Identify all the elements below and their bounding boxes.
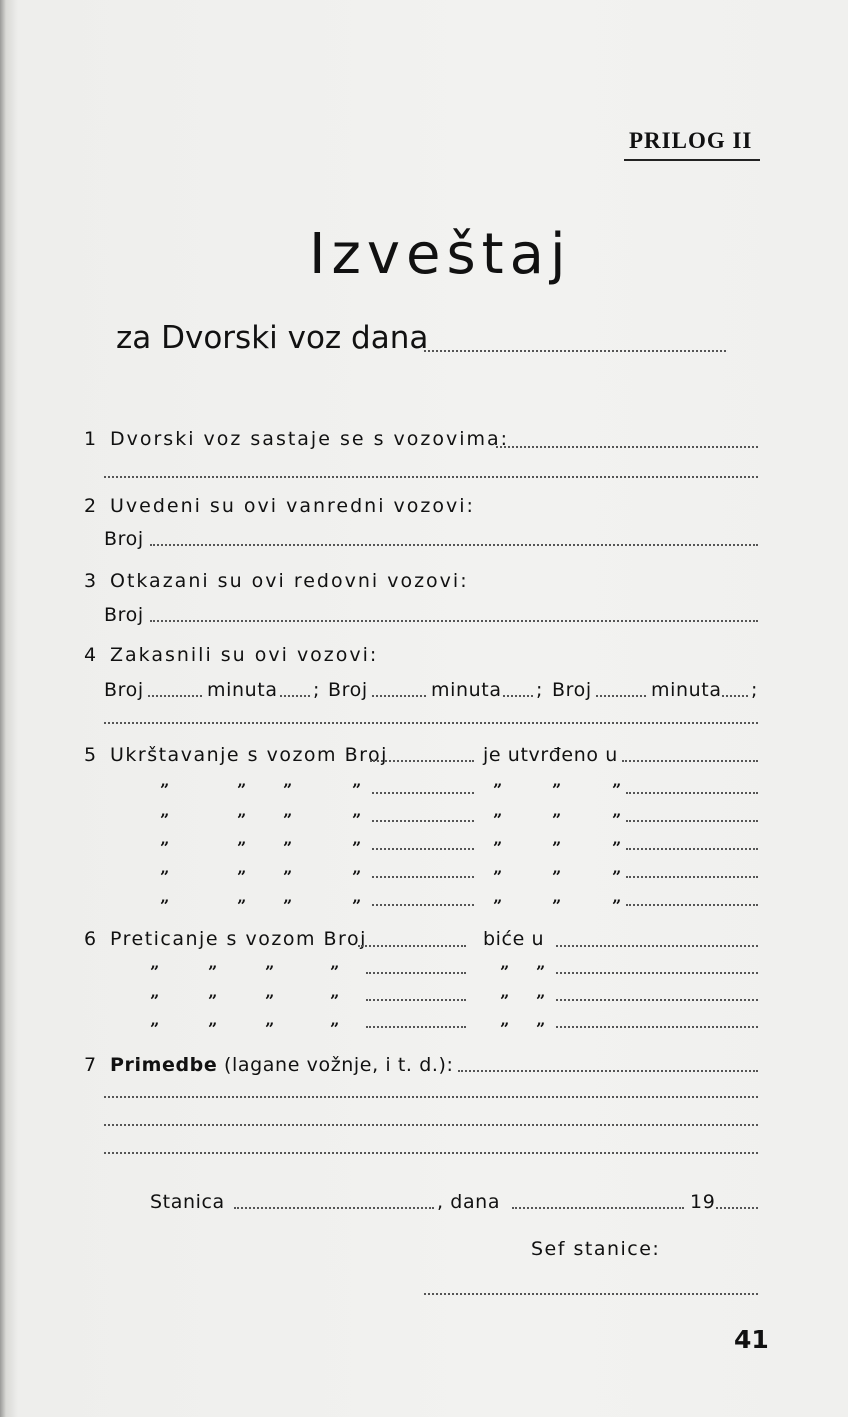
ditto: ” (493, 867, 503, 886)
item-number: 2 (84, 495, 97, 517)
field[interactable] (626, 876, 758, 878)
date-label: , dana (437, 1191, 501, 1213)
ditto: ” (150, 962, 160, 981)
date-field-footer[interactable] (512, 1207, 684, 1209)
field[interactable] (626, 904, 758, 906)
ditto: ” (552, 867, 562, 886)
ditto: ” (493, 810, 503, 829)
ditto: ” (237, 896, 247, 915)
field[interactable] (372, 820, 474, 822)
item-3-text: Otkazani su ovi redovni vozovi: (109, 570, 469, 592)
ditto: ” (536, 1019, 546, 1038)
item-5 (84, 744, 388, 766)
separator: ; (536, 679, 544, 701)
item-number: 4 (84, 644, 97, 666)
field-4-broj-2[interactable] (372, 695, 426, 697)
item-4-text: Zakasnili su ovi vozovi: (109, 644, 379, 666)
field[interactable] (372, 876, 474, 878)
separator: ; (751, 679, 759, 701)
field[interactable] (366, 999, 466, 1001)
item-3-broj: Broj (104, 604, 144, 626)
signature-field[interactable] (424, 1293, 758, 1295)
ditto: ” (352, 867, 362, 886)
item-5-text: Ukrštavanje s vozom Broj (109, 744, 388, 766)
ditto: ” (352, 838, 362, 857)
item-5-mid: je utvrđeno u (483, 744, 618, 766)
year-label: 19 (690, 1191, 716, 1213)
field-4-min-2[interactable] (503, 695, 533, 697)
ditto: ” (150, 991, 160, 1010)
field-2[interactable] (150, 544, 758, 546)
item-1-text: Dvorski voz sastaje se s vozovima: (109, 428, 510, 450)
ditto: ” (330, 1019, 340, 1038)
document-title: Izveštaj (309, 222, 572, 287)
year-field[interactable] (716, 1207, 758, 1209)
ditto: ” (493, 780, 503, 799)
field-6-broj[interactable] (358, 945, 466, 947)
ditto: ” (208, 1019, 218, 1038)
field[interactable] (556, 999, 758, 1001)
item-number: 1 (84, 428, 97, 450)
ditto: ” (500, 1019, 510, 1038)
item-1 (84, 428, 509, 450)
field-1b[interactable] (104, 476, 758, 478)
appendix-label: PRILOG II (629, 128, 753, 153)
field-7b[interactable] (104, 1096, 758, 1098)
item-4 (84, 644, 378, 666)
item-4-broj-3: Broj (552, 679, 592, 701)
item-number: 7 (84, 1054, 97, 1076)
field-7a[interactable] (458, 1070, 758, 1072)
field[interactable] (556, 972, 758, 974)
ditto: ” (283, 838, 293, 857)
date-field[interactable] (424, 350, 726, 352)
ditto: ” (150, 1019, 160, 1038)
ditto: ” (160, 780, 170, 799)
ditto: ” (552, 838, 562, 857)
item-2 (84, 495, 475, 517)
ditto: ” (330, 962, 340, 981)
item-4-minuta-3: minuta (651, 679, 722, 701)
station-field[interactable] (234, 1207, 434, 1209)
ditto: ” (552, 780, 562, 799)
chief-label: Sef stanice: (531, 1238, 661, 1260)
ditto: ” (283, 780, 293, 799)
ditto: ” (500, 991, 510, 1010)
item-3 (84, 570, 469, 592)
ditto: ” (552, 810, 562, 829)
ditto: ” (265, 1019, 275, 1038)
field-3[interactable] (150, 620, 758, 622)
ditto: ” (552, 896, 562, 915)
ditto: ” (237, 867, 247, 886)
item-4-broj-2: Broj (328, 679, 368, 701)
ditto: ” (612, 838, 622, 857)
item-2-broj: Broj (104, 528, 144, 550)
item-number: 6 (84, 928, 97, 950)
field[interactable] (556, 1026, 758, 1028)
page-number: 41 (734, 1325, 769, 1354)
ditto: ” (160, 810, 170, 829)
field-6-place[interactable] (556, 945, 758, 947)
ditto: ” (493, 896, 503, 915)
item-7 (84, 1054, 454, 1076)
field-4-broj-3[interactable] (596, 695, 646, 697)
ditto: ” (352, 780, 362, 799)
field[interactable] (366, 1026, 466, 1028)
ditto: ” (612, 780, 622, 799)
ditto: ” (160, 867, 170, 886)
field-4-min-3[interactable] (722, 695, 748, 697)
ditto: ” (237, 780, 247, 799)
field-4-min-1[interactable] (280, 695, 310, 697)
field-4-broj-1[interactable] (148, 695, 202, 697)
document-subtitle: za Dvorski voz dana (116, 320, 429, 356)
field[interactable] (626, 820, 758, 822)
ditto: ” (283, 867, 293, 886)
field-5-place[interactable] (622, 760, 758, 762)
field-7c[interactable] (104, 1124, 758, 1126)
ditto: ” (208, 962, 218, 981)
field[interactable] (626, 792, 758, 794)
ditto: ” (500, 962, 510, 981)
field-7d[interactable] (104, 1152, 758, 1154)
item-7-text: (lagane vožnje, i t. d.): (224, 1054, 454, 1076)
item-number: 5 (84, 744, 97, 766)
item-6 (84, 928, 367, 950)
field[interactable] (372, 792, 474, 794)
ditto: ” (265, 991, 275, 1010)
item-2-text: Uvedeni su ovi vanredni vozovi: (109, 495, 475, 517)
field[interactable] (366, 972, 466, 974)
station-label: Stanica (150, 1191, 225, 1213)
field-1a[interactable] (496, 446, 758, 448)
item-4-minuta-2: minuta (431, 679, 502, 701)
item-6-text: Preticanje s vozom Broj (109, 928, 367, 950)
ditto: ” (612, 810, 622, 829)
ditto: ” (352, 810, 362, 829)
ditto: ” (536, 991, 546, 1010)
field[interactable] (372, 848, 474, 850)
field-5-broj[interactable] (370, 760, 474, 762)
ditto: ” (612, 867, 622, 886)
item-7-bold: Primedbe (109, 1054, 218, 1076)
ditto: ” (160, 838, 170, 857)
ditto: ” (237, 838, 247, 857)
ditto: ” (352, 896, 362, 915)
ditto: ” (493, 838, 503, 857)
ditto: ” (330, 991, 340, 1010)
ditto: ” (160, 896, 170, 915)
separator: ; (313, 679, 321, 701)
ditto: ” (536, 962, 546, 981)
item-4-broj-1: Broj (104, 679, 144, 701)
item-4-minuta-1: minuta (207, 679, 278, 701)
ditto: ” (283, 896, 293, 915)
appendix-underline (624, 159, 760, 161)
ditto: ” (237, 810, 247, 829)
ditto: ” (612, 896, 622, 915)
ditto: ” (283, 810, 293, 829)
item-number: 3 (84, 570, 97, 592)
field[interactable] (626, 848, 758, 850)
item-6-mid: biće u (483, 928, 545, 950)
ditto: ” (208, 991, 218, 1010)
ditto: ” (265, 962, 275, 981)
field-4b[interactable] (104, 722, 758, 724)
field[interactable] (372, 904, 474, 906)
